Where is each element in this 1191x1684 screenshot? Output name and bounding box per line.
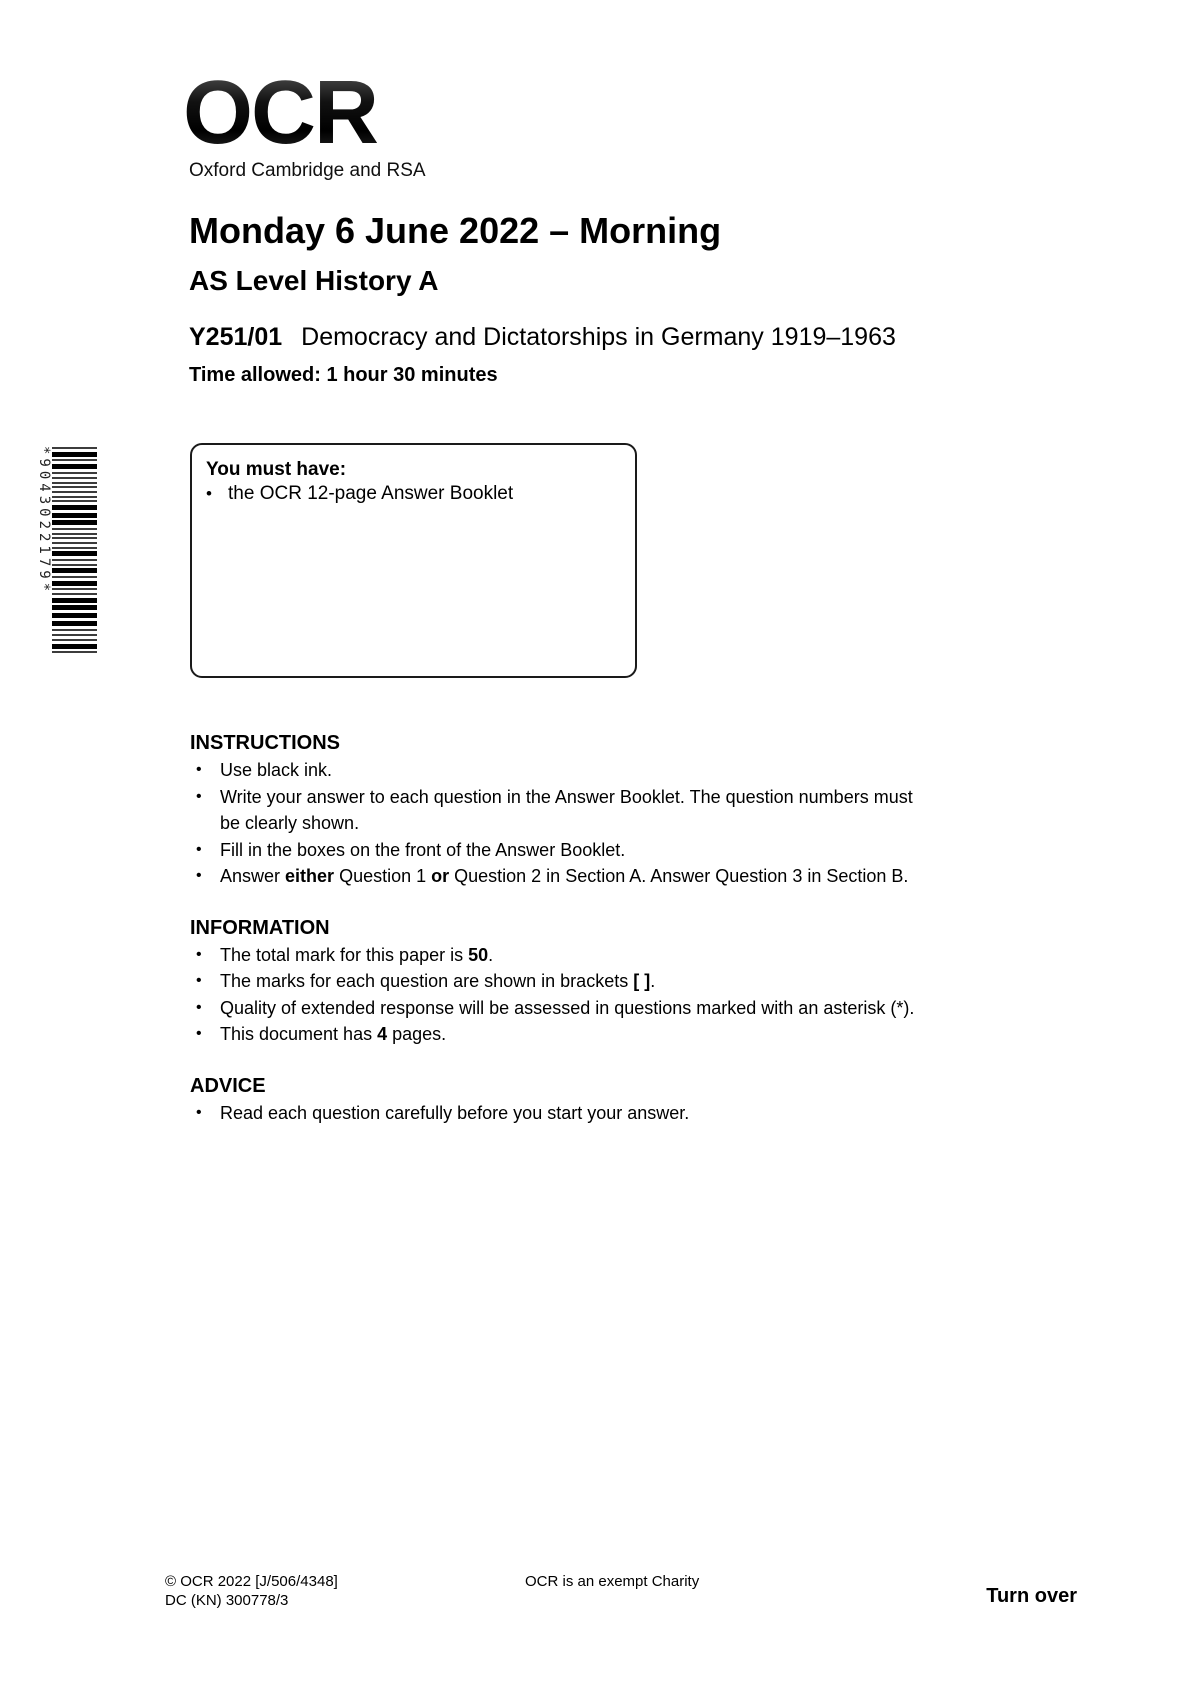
exam-date-title: Monday 6 June 2022 – Morning (189, 210, 722, 251)
barcode-bar (52, 542, 97, 544)
barcode-bar (52, 452, 97, 457)
copyright-line: © OCR 2022 [J/506/4348] (165, 1573, 338, 1590)
bullet-item (190, 1100, 1050, 1127)
barcode-bar (52, 639, 97, 641)
barcode-bar (52, 581, 97, 586)
barcode-bar (52, 533, 97, 535)
bullet-text: Quality of extended response will be assessed in questions marked with an asterisk (*). (220, 997, 915, 1018)
ocr-logo-subtitle: Oxford Cambridge and RSA (189, 160, 426, 181)
barcode-bar (52, 593, 97, 595)
bullet-text: Answer either Question 1 or Question 2 in Section A. Answer Question 3 in Section B. (220, 866, 909, 886)
barcode-bar (52, 547, 97, 549)
charity-note: OCR is an exempt Charity (525, 1573, 700, 1590)
bullet-dot: • (196, 998, 202, 1016)
barcode-bar (52, 576, 97, 578)
must-have-box (190, 443, 637, 678)
paper-name: Democracy and Dictatorships in Germany 1919–1963 (301, 323, 896, 351)
bullet-item (190, 863, 1050, 890)
barcode-bar (52, 459, 97, 461)
section-information (190, 915, 1050, 1048)
bullet-item (190, 1021, 1050, 1048)
barcode-bar (52, 613, 97, 618)
barcode-bar (52, 482, 97, 484)
barcode-bar (52, 505, 97, 510)
bullet-dot: • (196, 972, 202, 989)
bullet-item (190, 837, 1050, 864)
bullet-dot: • (196, 945, 202, 963)
must-have-items (206, 482, 621, 506)
bullet-dot: • (206, 484, 212, 503)
must-have-item-text: the OCR 12-page Answer Booklet (228, 483, 514, 504)
barcode-bar (52, 621, 97, 626)
paper-title-line (189, 323, 896, 351)
barcode-bar (52, 551, 97, 556)
bullet-dot: • (196, 761, 202, 778)
barcode-bar (52, 537, 97, 539)
bullet-dot: • (196, 1103, 202, 1121)
bullet-text: Read each question carefully before you start your answer. (220, 1102, 690, 1123)
barcode-bar (52, 496, 97, 498)
section-heading: ADVICE (190, 1074, 266, 1097)
bullet-item (190, 995, 1050, 1022)
bullet-item (190, 757, 1050, 784)
qualification-title: AS Level History A (189, 265, 439, 296)
bullet-item (190, 784, 1050, 837)
barcode-bar (52, 520, 97, 525)
barcode-bar (52, 629, 97, 631)
footer-imprint (165, 1572, 338, 1610)
bullet-dot: • (196, 840, 202, 858)
bullet-text: The marks for each question are shown in brackets [ ]. (220, 971, 656, 991)
barcode-bar (52, 598, 97, 603)
barcode-bar (52, 528, 97, 530)
dc-code-line: DC (KN) 300778/3 (165, 1592, 289, 1609)
barcode-bar (52, 491, 97, 493)
bullet-item (190, 942, 1050, 969)
barcode (36, 446, 98, 678)
barcode-bar (52, 605, 97, 610)
bullet-text: Fill in the boxes on the front of the Answer Booklet. (220, 839, 626, 860)
barcode-bar (52, 568, 97, 573)
bullet-item (190, 968, 1050, 995)
barcode-bar (52, 447, 97, 449)
sections (190, 730, 1050, 1126)
section-instructions (190, 730, 1050, 890)
section-heading: INSTRUCTIONS (190, 732, 340, 754)
barcode-bar (52, 472, 97, 474)
bullet-dot: • (196, 867, 202, 884)
barcode-bar (52, 644, 97, 649)
bullet-text: Write your answer to each question in the Answer Booklet. The question numbers must be clearly shown. (220, 786, 913, 833)
bullet-text: The total mark for this paper is 50. (220, 944, 494, 965)
barcode-bar (52, 513, 97, 518)
turn-over-label: Turn over (986, 1585, 1077, 1607)
barcode-bar (52, 564, 97, 566)
barcode-bar (52, 477, 97, 479)
barcode-bar (52, 634, 97, 636)
section-heading: INFORMATION (190, 916, 330, 939)
barcode-text: *9043022179* (36, 446, 52, 596)
paper-code: Y251/01 (189, 323, 283, 351)
must-have-item (206, 482, 621, 506)
bullet-dot: • (196, 1025, 202, 1042)
must-have-heading: You must have: (206, 459, 347, 480)
bullet-dot: • (196, 787, 202, 805)
barcode-bar (52, 464, 97, 469)
bullet-text: Use black ink. (220, 760, 333, 780)
barcode-bar (52, 500, 97, 502)
barcode-bars (52, 447, 97, 677)
time-allowed: Time allowed: 1 hour 30 minutes (189, 364, 498, 386)
ocr-logo: OCR (183, 63, 377, 163)
section-advice (190, 1073, 1050, 1127)
barcode-bar (52, 651, 97, 653)
bullet-text: This document has 4 pages. (220, 1024, 447, 1044)
barcode-bar (52, 588, 97, 590)
barcode-bar (52, 486, 97, 488)
barcode-bar (52, 559, 97, 561)
